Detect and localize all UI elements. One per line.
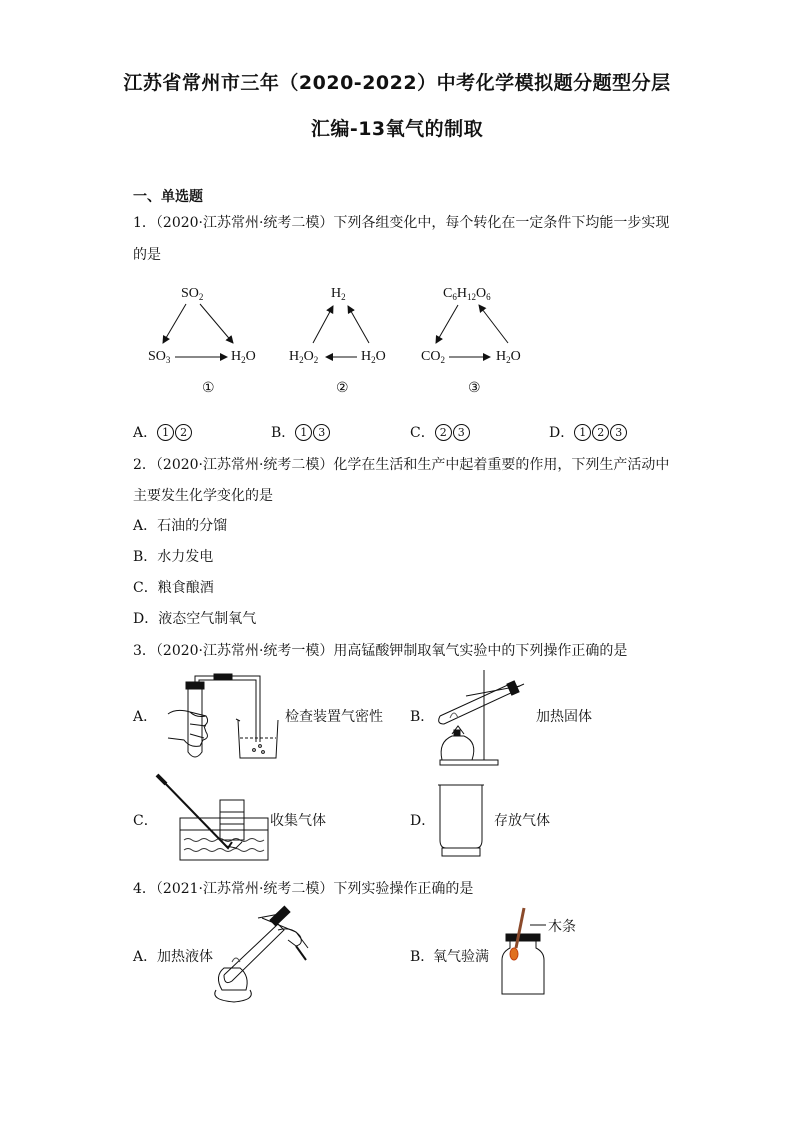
q2-option-b[interactable]: B．水力发电 bbox=[133, 549, 214, 565]
q1-stem-line1: 1．（2020·江苏常州·统考二模）下列各组变化中，每个转化在一定条件下均能一步实现 bbox=[133, 215, 670, 231]
q4-stem: 4．（2021·江苏常州·统考二模）下列实验操作正确的是 bbox=[133, 881, 474, 897]
oxygen-test-figure bbox=[502, 908, 546, 994]
q4-option-b-letter[interactable]: B． bbox=[410, 949, 435, 965]
q1-option-b[interactable]: B． 1 3 bbox=[271, 422, 331, 442]
d2-left: $H_2O_2$ bbox=[289, 349, 319, 365]
airtight-check-figure bbox=[168, 674, 278, 758]
d3-top: $C_6H_{12}O_6$ bbox=[443, 286, 491, 302]
store-gas-figure bbox=[438, 785, 484, 856]
section-heading: 一、单选题 bbox=[133, 189, 203, 205]
q3-option-c-label: 收集气体 bbox=[270, 813, 326, 829]
doc-title-line1: 江苏省常州市三年（2020-2022）中考化学模拟题分题型分层 bbox=[123, 72, 671, 94]
q4-option-b-label: 氧气验满 bbox=[433, 949, 489, 965]
q2-option-d[interactable]: D．液态空气制氧气 bbox=[133, 611, 257, 627]
heating-liquid-figure bbox=[215, 906, 308, 1002]
doc-title-line2: 汇编-13氧气的制取 bbox=[310, 118, 484, 140]
d2-top: $H_2$ bbox=[331, 286, 346, 302]
q2-option-a[interactable]: A．石油的分馏 bbox=[133, 518, 228, 534]
q2-stem-line1: 2．（2020·江苏常州·统考二模）化学在生活和生产中起着重要的作用，下列生产活动中 bbox=[133, 457, 670, 473]
q1-stem-line2: 的是 bbox=[133, 247, 161, 263]
q1-option-a[interactable]: A． 1 2 bbox=[133, 422, 193, 442]
d3-num: ③ bbox=[468, 381, 481, 396]
q3-option-b-label: 加热固体 bbox=[536, 709, 592, 725]
q3-option-d-letter[interactable]: D． bbox=[410, 813, 436, 829]
q3-stem: 3．（2020·江苏常州·统考一模）用高锰酸钾制取氧气实验中的下列操作正确的是 bbox=[133, 643, 628, 659]
wood-stick-annotation: 木条 bbox=[548, 919, 576, 935]
collect-gas-figure bbox=[157, 775, 268, 860]
q3-option-a-letter[interactable]: A． bbox=[133, 709, 158, 725]
d1-top: $SO_2$ bbox=[181, 286, 204, 302]
heating-solid-figure bbox=[439, 670, 524, 765]
q3-option-d-label: 存放气体 bbox=[494, 813, 550, 829]
q1-option-c[interactable]: C． 2 3 bbox=[410, 422, 471, 442]
q4-option-a-letter[interactable]: A． bbox=[133, 949, 158, 965]
d1-left: $SO_3$ bbox=[148, 349, 171, 365]
q2-option-c[interactable]: C．粮食酿酒 bbox=[133, 580, 214, 596]
q3-option-c-letter[interactable]: C． bbox=[133, 813, 158, 829]
d1-right: $H_2O$ bbox=[231, 349, 256, 365]
q3-option-a-label: 检查装置气密性 bbox=[285, 709, 383, 725]
d3-left: $CO_2$ bbox=[421, 349, 445, 365]
d2-num: ② bbox=[336, 381, 349, 396]
q2-stem-line2: 主要发生化学变化的是 bbox=[133, 488, 273, 504]
q3-option-b-letter[interactable]: B． bbox=[410, 709, 435, 725]
d3-right: $H_2O$ bbox=[496, 349, 521, 365]
q1-option-d[interactable]: D． 1 2 3 bbox=[549, 422, 628, 442]
q4-option-a-label: 加热液体 bbox=[157, 949, 213, 965]
d1-num: ① bbox=[202, 381, 215, 396]
d2-right: $H_2O$ bbox=[361, 349, 386, 365]
